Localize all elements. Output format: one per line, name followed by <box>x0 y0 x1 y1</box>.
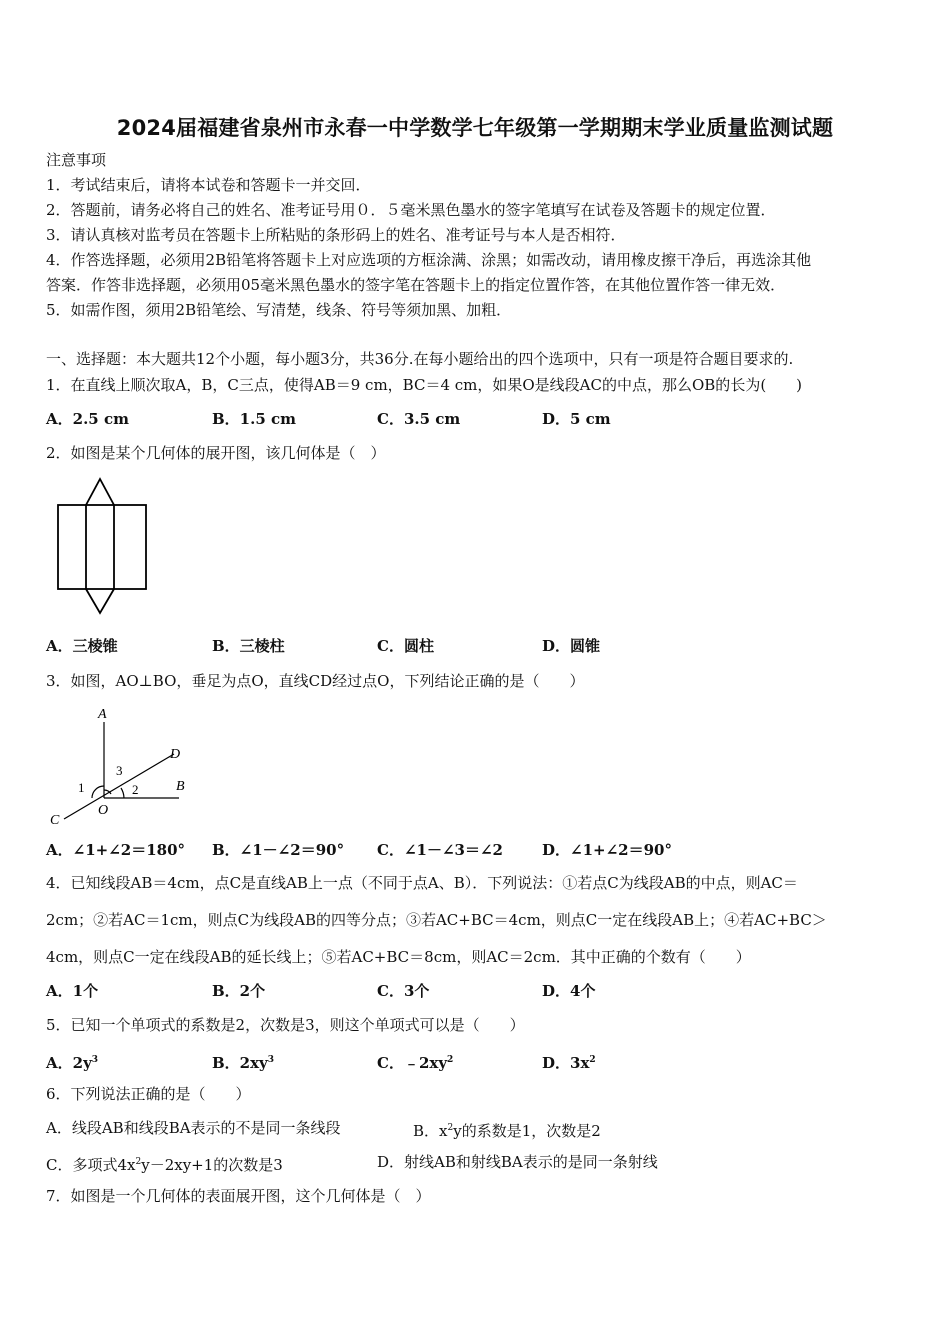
angle-figure <box>44 702 204 830</box>
exam-title: 2024届福建省泉州市永春一中学数学七年级第一学期期末学业质量监测试题 <box>116 116 834 140</box>
question-4-line: 4cm，则点C一定在线段AB的延长线上；⑤若AC+BC＝8cm，则AC＝2cm．其中正确的个数有（ ） <box>46 948 751 966</box>
angle-1-label: 1 <box>78 780 85 795</box>
notice-item: 3．请认真核对监考员在答题卡上所粘贴的条形码上的姓名、准考证号与本人是否相符． <box>46 226 626 244</box>
q3-option-c: C．∠1－∠3＝∠2 <box>377 841 503 859</box>
label-a: A <box>98 707 107 722</box>
q6-option-a: A．线段AB和线段BA表示的不是同一条线段 <box>46 1119 341 1137</box>
q3-option-a: A．∠1+∠2＝180° <box>46 841 186 859</box>
notice-item: 答案．作答非选择题，必须用05毫米黑色墨水的签字笔在答题卡上的指定位置作答，在其他位置作答一律无效． <box>46 276 786 294</box>
q5-option-c: C．$﹣2xy^2$ <box>377 1054 454 1072</box>
angle-2-label: 2 <box>132 782 139 797</box>
notice-item: 5．如需作图，须用2B铅笔绘、写清楚，线条、符号等须加黑、加粗． <box>46 301 512 319</box>
q1-option-c: C．3.5 cm <box>377 410 461 428</box>
q2-option-c: C．圆柱 <box>377 637 434 655</box>
question-3-stem: 3．如图，AO⊥BO，垂足为点O，直线CD经过点O，下列结论正确的是（ ） <box>46 672 585 690</box>
notice-item: 2．答题前，请务必将自己的姓名、准考证号用０．５毫米黑色墨水的签字笔填写在试卷及答题卡的规定位置． <box>46 201 776 219</box>
q1-option-b: B．1.5 cm <box>212 410 297 428</box>
q3-option-d: D．∠1+∠2＝90° <box>542 841 672 859</box>
q1-option-a: A．2.5 cm <box>46 410 129 428</box>
q2-option-a: A．三棱锥 <box>46 637 118 655</box>
q2-option-d: D．圆锥 <box>542 637 601 655</box>
section-heading: 一、选择题：本大题共12个小题，每小题3分，共36分.在每小题给出的四个选项中，只有一项是符合题目要求的. <box>46 350 794 368</box>
label-d: D <box>170 747 181 762</box>
label-o: O <box>98 803 109 818</box>
notice-heading: 注意事项 <box>46 151 107 169</box>
notice-item: 1．考试结束后，请将本试卷和答题卡一并交回． <box>46 176 371 194</box>
q6-option-c: C．多项式$4x^2y-2xy+1$的次数是3 <box>46 1156 283 1174</box>
q5-option-b: B．$2xy^3$ <box>212 1054 275 1072</box>
q6-option-b: B．$x^2y$的系数是1，次数是2 <box>413 1122 601 1140</box>
prism-net-figure <box>50 475 160 620</box>
question-4-line: 4．已知线段AB＝4cm，点C是直线AB上一点（不同于点A、B）．下列说法：①若点C为线段AB的中点，则AC＝ <box>46 874 798 892</box>
question-1-stem: 1．在直线上顺次取A，B，C三点，使得AB＝9 cm，BC＝4 cm，如果O是线段AC的中点，那么OB的长为( ) <box>46 376 803 394</box>
notice-item: 4．作答选择题，必须用2B铅笔将答题卡上对应选项的方框涂满、涂黑；如需改动，请用橡皮擦干净后，再选涂其他 <box>46 251 812 269</box>
q3-option-b: B．∠1－∠2＝90° <box>212 841 345 859</box>
question-6-stem: 6．下列说法正确的是（ ） <box>46 1085 251 1103</box>
q5-option-a: A．$2y^3$ <box>46 1054 99 1072</box>
q4-option-d: D．4个 <box>542 982 596 1000</box>
question-7-stem: 7．如图是一个几何体的表面展开图，这个几何体是（ ） <box>46 1187 431 1205</box>
q4-option-c: C．3个 <box>377 982 430 1000</box>
q4-option-a: A．1个 <box>46 982 99 1000</box>
question-4-line: 2cm；②若AC＝1cm，则点C为线段AB的四等分点；③若AC+BC＝4cm，则点C一定在线段AB上；④若AC+BC＞ <box>46 911 827 929</box>
angle-3-label: 3 <box>116 763 123 778</box>
question-2-stem: 2．如图是某个几何体的展开图，该几何体是（ ） <box>46 444 386 462</box>
label-b: B <box>176 779 185 794</box>
question-5-stem: 5．已知一个单项式的系数是2，次数是3，则这个单项式可以是（ ） <box>46 1016 525 1034</box>
q2-option-b: B．三棱柱 <box>212 637 285 655</box>
q5-option-d: D．$3x^2$ <box>542 1054 596 1072</box>
label-c: C <box>50 813 60 828</box>
q4-option-b: B．2个 <box>212 982 266 1000</box>
q1-option-d: D．5 cm <box>542 410 611 428</box>
q6-option-d: D．射线AB和射线BA表示的是同一条射线 <box>377 1153 658 1171</box>
